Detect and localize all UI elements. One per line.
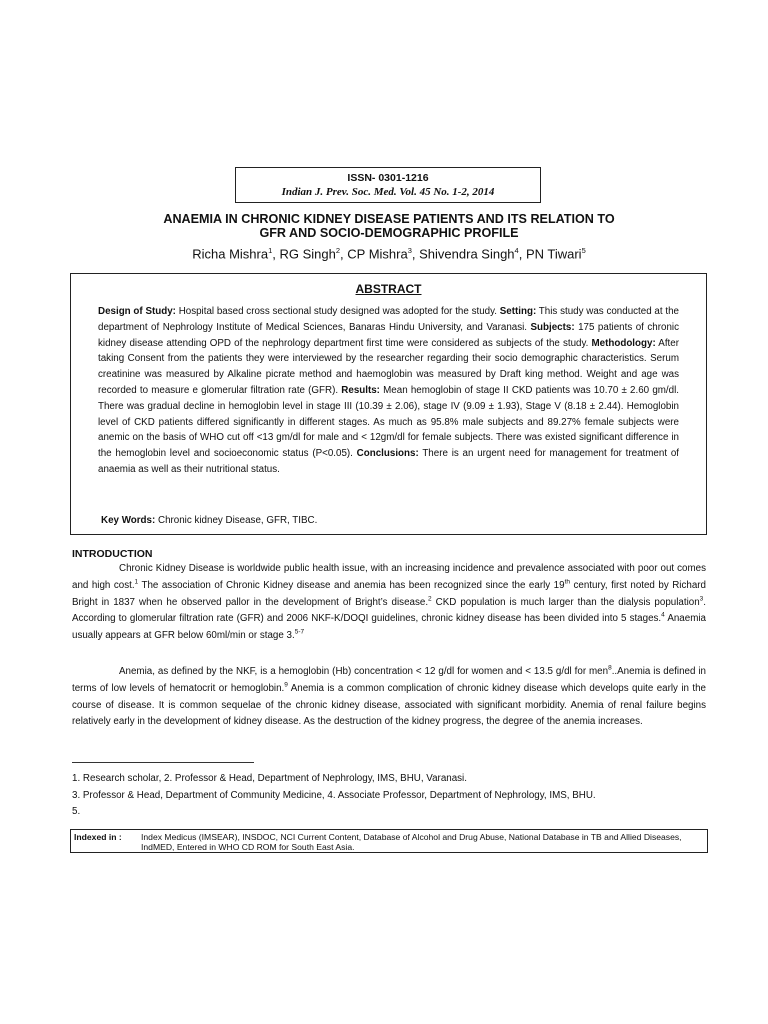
indexed-label: Indexed in : <box>74 832 122 842</box>
author-affil: 5 <box>581 246 586 255</box>
journal-citation: Indian J. Prev. Soc. Med. Vol. 45 No. 1-2, 2014 <box>281 186 495 198</box>
p1-text-c: century, first noted by Richard Bright in 1837 when he observed pallor in the development of Bright’s disease. <box>72 579 706 608</box>
introduction-heading: INTRODUCTION <box>72 548 153 560</box>
author-affil: 1 <box>268 246 273 255</box>
citation-2: 2 <box>428 595 432 603</box>
p1-text-f: Anaemia usually appears at GFR below 60ml/min or stage 3. <box>72 613 706 642</box>
author-affil: 4 <box>514 246 519 255</box>
paper-title <box>60 212 718 240</box>
issn: ISSN- 0301-1216 <box>347 172 429 184</box>
intro-paragraph-1 <box>72 561 706 645</box>
p1-text-b: The association of Chronic Kidney disease and anemia has been recognized since the early 19 <box>138 579 565 591</box>
keywords <box>101 515 317 526</box>
intro-paragraph-2 <box>72 664 706 731</box>
citation-1: 1 <box>134 578 139 586</box>
citation-8: 8 <box>608 664 612 672</box>
title-line-2: GFR AND SOCIO-DEMOGRAPHIC PROFILE <box>259 226 519 240</box>
p1-text-e: . According to glomerular filtration rate (GFR) and 2006 NKF-K/DOQI guidelines, chronic kidney disease has been divided into 5 stages. <box>72 596 707 625</box>
conclusions-text: There is an urgent need for management for treatment of anaemia as well as their nutritional status. <box>98 448 679 475</box>
author-name: RG Singh <box>279 246 336 262</box>
journal-header-box <box>235 167 541 203</box>
author-affil: 3 <box>407 246 412 255</box>
indexed-box <box>70 829 708 853</box>
keywords-text: Chronic kidney Disease, GFR, TIBC. <box>155 515 318 526</box>
author-name: PN Tiwari <box>525 246 582 262</box>
p2-text-a: Anemia, as defined by the NKF, is a hemoglobin (Hb) concentration < 12 g/dl for women and < 13.5 g/dl for men <box>119 666 609 677</box>
methodology-text: After taking Consent from the patients they were interviewed by the researcher regarding their socio demographic characteristics. Serum creatinine was measured by Alkaline picrate method and haemoglobin was measured by Draft king method. Weight and age was recorded to measure e glomerular filtration rate (GFR). <box>98 337 679 396</box>
author-name: Richa Mishra <box>192 246 269 262</box>
footnote-divider <box>72 762 254 763</box>
abstract-heading: ABSTRACT <box>355 282 422 296</box>
indexed-text: Index Medicus (IMSEAR), INSDOC, NCI Current Content, Database of Alcohol and Drug Abuse, National Database in TB and Allied Diseases, IndMED, Entered in WHO CD ROM for South East Asia. <box>141 832 682 852</box>
abstract-text <box>98 304 679 478</box>
title-line-1: ANAEMIA IN CHRONIC KIDNEY DISEASE PATIENTS AND ITS RELATION TO <box>163 212 615 226</box>
methodology-label: Methodology: <box>591 337 656 349</box>
p1-text-a: Chronic Kidney Disease is worldwide public health issue, with an increasing incidence and prevalence associated with poor out comes and high cost. <box>72 563 706 591</box>
author-affil: 2 <box>335 246 341 255</box>
superscript-th: th <box>564 578 570 586</box>
design-text: Hospital based cross sectional study designed was adopted for the study. <box>175 306 500 317</box>
footnote-1: 1. Research scholar, 2. Professor & Head, Department of Nephrology, IMS, BHU, Varanasi. <box>72 773 467 784</box>
setting-text: This study was conducted at the department of Nephrology Institute of Medical Sciences, Banaras Hindu University, and Varanasi. <box>98 306 679 333</box>
design-label: Design of Study: <box>98 306 176 317</box>
author-list: Richa Mishra$^1$, RG Singh$^2$, CP Mishra$^3$, Shivendra Singh$^4$, PN Tiwari$^5$ <box>192 246 586 262</box>
citation-3: 3 <box>699 595 704 603</box>
p2-text-c: Anemia is a common complication of chronic kidney disease which develops quite early in the course of disease. It is common sequelae of the chronic kidney disease, associated with significant morbidity. Anemia of renal failure begins relatively early in the development of kidney disease. As the destruction of the kidney progress, the degree of the anemia increases. <box>72 682 706 728</box>
footnote-2: 3. Professor & Head, Department of Community Medicine, 4. Associate Professor, Department of Nephrology, IMS, BHU. <box>72 790 596 801</box>
keywords-label: Key Words: <box>101 515 156 526</box>
p1-text-d: CKD population is much larger than the dialysis population <box>431 596 700 608</box>
author-name: CP Mishra <box>347 246 408 262</box>
p2-text-b: ..Anemia is defined in terms of low levels of hematocrit or hemoglobin. <box>72 666 706 694</box>
results-label: Results: <box>341 384 380 396</box>
citation-5-7: 5-7 <box>294 628 305 636</box>
citation-9: 9 <box>284 681 288 689</box>
author-name: Shivendra Singh <box>419 246 515 262</box>
citation-4: 4 <box>661 612 665 620</box>
results-text: Mean hemoglobin of stage II CKD patients was 10.70 ± 2.60 gm/dl. There was gradual decline in hemoglobin level in stage III (10.39 ± 2.06), stage IV (9.09 ± 1.93), Stage V (8.18 ± 2.44). Hemoglobin level of CKD patients differed significantly in different stages. As much as 95.8% male subjects and 89.27% female subjects were anemic on the basis of WHO cut off <13 gm/dl for male and < 12gm/dl for female subjects. There was existed significant difference in the hemoglobin level and socioeconomic status (P<0.05). <box>98 384 679 460</box>
conclusions-label: Conclusions: <box>356 448 419 460</box>
setting-label: Setting: <box>499 306 537 317</box>
subjects-text: 175 patients of chronic kidney disease attending OPD of the nephrology department first time were considered as subjects of the study. <box>98 321 679 349</box>
footnote-3: 5. <box>72 806 81 817</box>
subjects-label: Subjects: <box>530 321 575 333</box>
abstract-box <box>70 273 707 535</box>
